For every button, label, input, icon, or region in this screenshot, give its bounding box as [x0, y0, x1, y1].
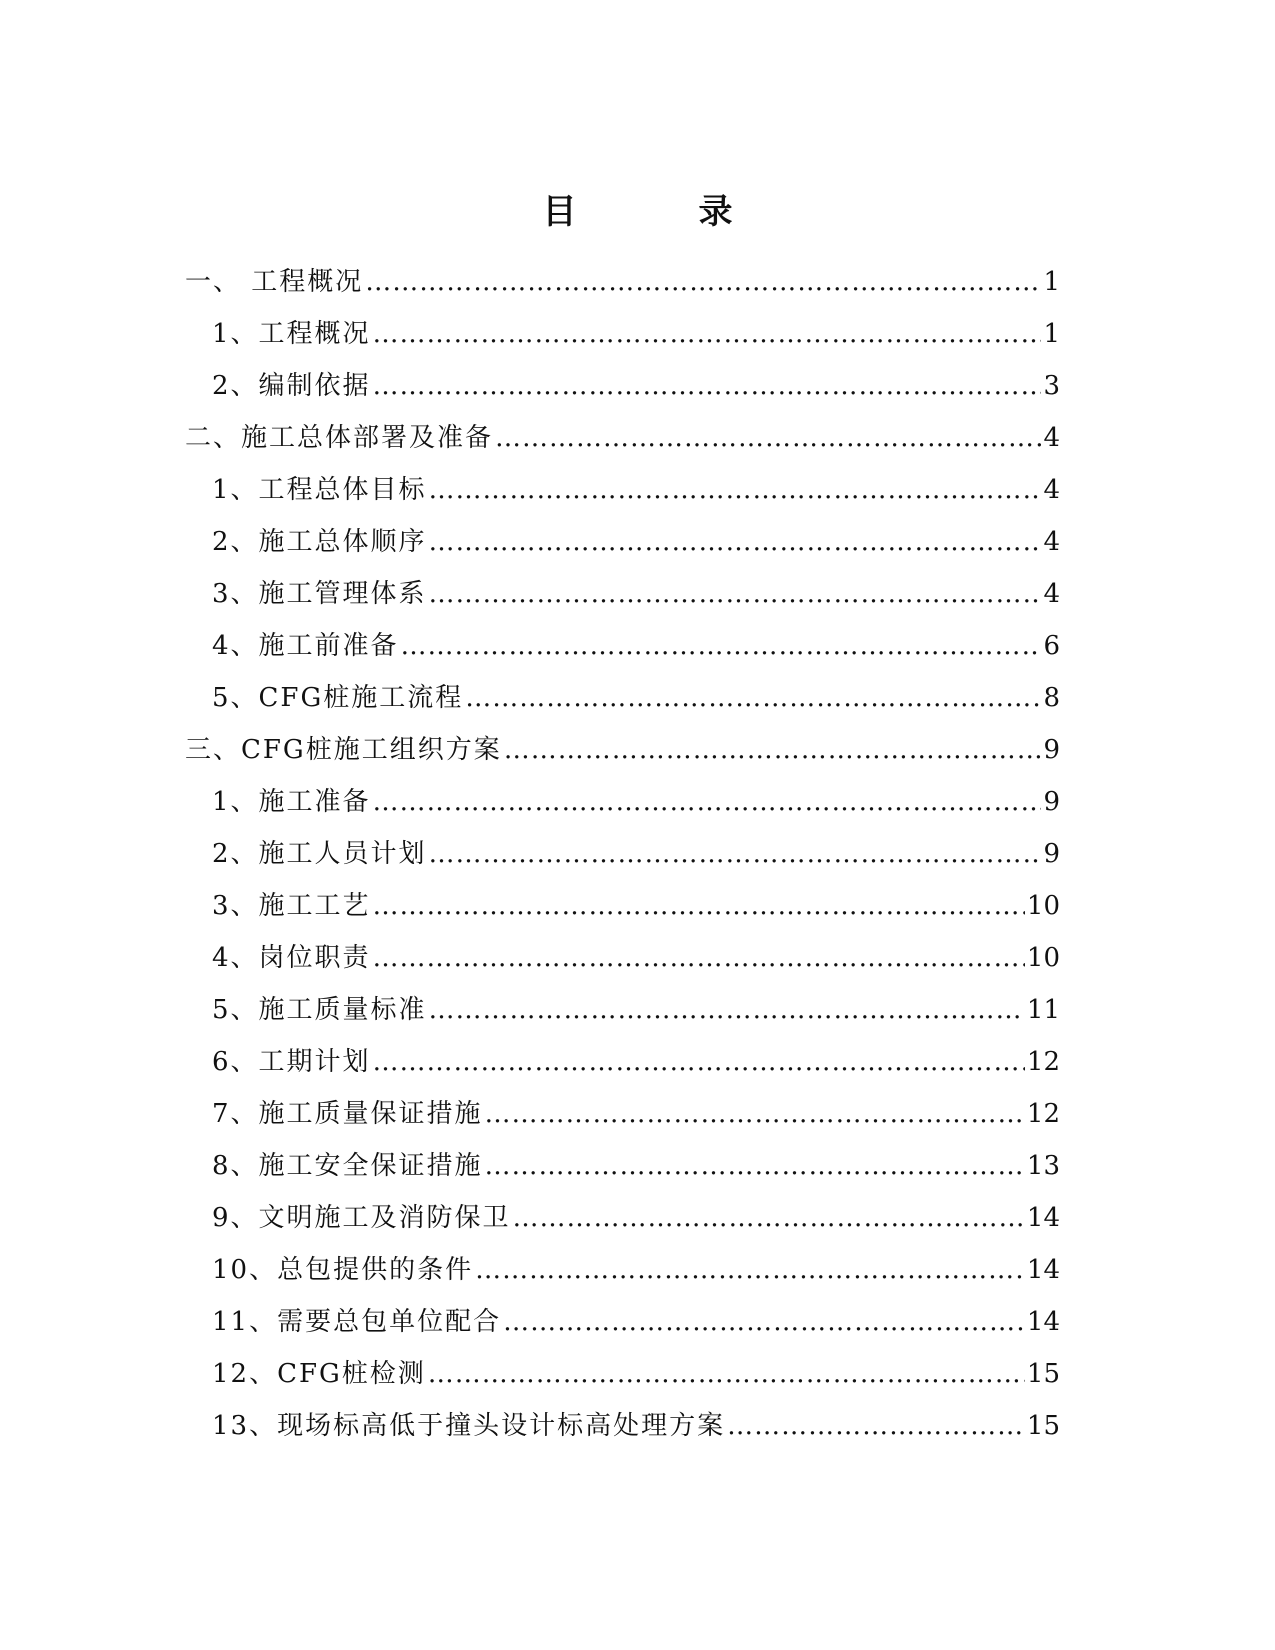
toc-entry-page-number: 4	[1043, 423, 1060, 453]
dot-leader	[485, 1146, 1025, 1186]
toc-entry-page-number: 1	[1043, 267, 1060, 297]
toc-entry[interactable]	[185, 626, 1060, 678]
toc-entry[interactable]	[185, 314, 1060, 366]
toc-entry-page-number: 3	[1043, 371, 1060, 401]
toc-entry[interactable]	[185, 366, 1060, 418]
toc-entry-page-number: 9	[1043, 839, 1060, 869]
toc-entry-page-number: 12	[1026, 1047, 1060, 1077]
dot-leader	[465, 678, 1041, 718]
toc-entry-page-number: 10	[1026, 943, 1060, 973]
dot-leader	[475, 1250, 1025, 1290]
toc-entry-text: 2、编制依据	[212, 371, 371, 401]
dot-leader	[373, 1042, 1025, 1082]
toc-entry-page-number: 9	[1043, 787, 1060, 817]
dot-leader	[429, 470, 1042, 510]
toc-entry-text: 1、工程概况	[212, 319, 371, 349]
toc-entry-text: 5、CFG桩施工流程	[212, 683, 464, 713]
toc-entry-page-number: 4	[1043, 579, 1060, 609]
toc-entry[interactable]	[185, 418, 1060, 470]
dot-leader	[428, 1354, 1025, 1394]
toc-entry-text: 三、CFG桩施工组织方案	[185, 735, 502, 765]
toc-entry[interactable]	[185, 730, 1060, 782]
toc-entry-page-number: 14	[1026, 1255, 1060, 1285]
toc-entry-page-number: 6	[1043, 631, 1060, 661]
toc-entry[interactable]	[185, 678, 1060, 730]
toc-entry[interactable]	[185, 782, 1060, 834]
toc-entry[interactable]	[185, 1146, 1060, 1198]
toc-entry[interactable]	[185, 1406, 1060, 1458]
toc-entry[interactable]	[185, 886, 1060, 938]
toc-entry[interactable]	[185, 1302, 1060, 1354]
toc-entry-page-number: 13	[1026, 1151, 1060, 1181]
dot-leader	[485, 1094, 1025, 1134]
dot-leader	[373, 886, 1025, 926]
toc-entry-page-number: 14	[1026, 1307, 1060, 1337]
dot-leader	[513, 1198, 1025, 1238]
dot-leader	[373, 782, 1042, 822]
toc-entry[interactable]	[185, 1198, 1060, 1250]
toc-entry-text: 1、工程总体目标	[212, 475, 427, 505]
toc-entry[interactable]	[185, 990, 1060, 1042]
toc-entry-text: 二、施工总体部署及准备	[185, 423, 494, 453]
dot-leader	[373, 366, 1042, 406]
toc-entry-text: 5、施工质量标准	[212, 995, 427, 1025]
toc-entry-text: 8、施工安全保证措施	[212, 1151, 483, 1181]
toc-entry-text: 3、施工管理体系	[212, 579, 427, 609]
toc-entry-text: 7、施工质量保证措施	[212, 1099, 483, 1129]
table-of-contents	[185, 262, 1060, 1458]
toc-entry-text: 6、工期计划	[212, 1047, 371, 1077]
toc-entry-page-number: 1	[1043, 319, 1060, 349]
toc-entry-page-number: 10	[1026, 891, 1060, 921]
toc-entry-text: 12、CFG桩检测	[212, 1359, 426, 1389]
dot-leader	[503, 1302, 1025, 1342]
dot-leader	[429, 990, 1025, 1030]
dot-leader	[429, 834, 1042, 874]
dot-leader	[373, 938, 1025, 978]
toc-entry[interactable]	[185, 1094, 1060, 1146]
toc-entry[interactable]	[185, 470, 1060, 522]
toc-entry-page-number: 14	[1026, 1203, 1060, 1233]
toc-title: 目 录	[542, 192, 777, 232]
toc-entry-text: 一、 工程概况	[185, 267, 364, 297]
toc-entry[interactable]	[185, 1250, 1060, 1302]
toc-entry-text: 1、施工准备	[212, 787, 371, 817]
dot-leader	[495, 418, 1041, 458]
dot-leader	[401, 626, 1042, 666]
toc-entry-page-number: 8	[1043, 683, 1060, 713]
toc-entry[interactable]	[185, 522, 1060, 574]
toc-entry[interactable]	[185, 834, 1060, 886]
toc-entry-text: 3、施工工艺	[212, 891, 371, 921]
dot-leader	[429, 522, 1042, 562]
toc-entry-page-number: 12	[1026, 1099, 1060, 1129]
toc-entry-text: 13、现场标高低于撞头设计标高处理方案	[212, 1411, 726, 1441]
dot-leader	[365, 262, 1041, 302]
toc-entry[interactable]	[185, 1354, 1060, 1406]
toc-entry-page-number: 4	[1043, 527, 1060, 557]
dot-leader	[504, 730, 1042, 770]
toc-entry-page-number: 4	[1043, 475, 1060, 505]
toc-entry-page-number: 11	[1026, 995, 1060, 1025]
toc-entry-page-number: 15	[1026, 1359, 1060, 1389]
toc-entry-text: 2、施工人员计划	[212, 839, 427, 869]
toc-entry-text: 10、总包提供的条件	[212, 1255, 474, 1285]
toc-entry[interactable]	[185, 938, 1060, 990]
toc-entry-text: 4、施工前准备	[212, 631, 399, 661]
toc-entry-page-number: 9	[1043, 735, 1060, 765]
toc-entry-text: 11、需要总包单位配合	[212, 1307, 502, 1337]
toc-entry-text: 4、岗位职责	[212, 943, 371, 973]
toc-entry-text: 2、施工总体顺序	[212, 527, 427, 557]
dot-leader	[429, 574, 1042, 614]
toc-entry[interactable]	[185, 262, 1060, 314]
toc-entry[interactable]	[185, 574, 1060, 626]
toc-entry[interactable]	[185, 1042, 1060, 1094]
dot-leader	[727, 1406, 1025, 1446]
toc-entry-text: 9、文明施工及消防保卫	[212, 1203, 511, 1233]
dot-leader	[373, 314, 1042, 354]
toc-entry-page-number: 15	[1026, 1411, 1060, 1441]
